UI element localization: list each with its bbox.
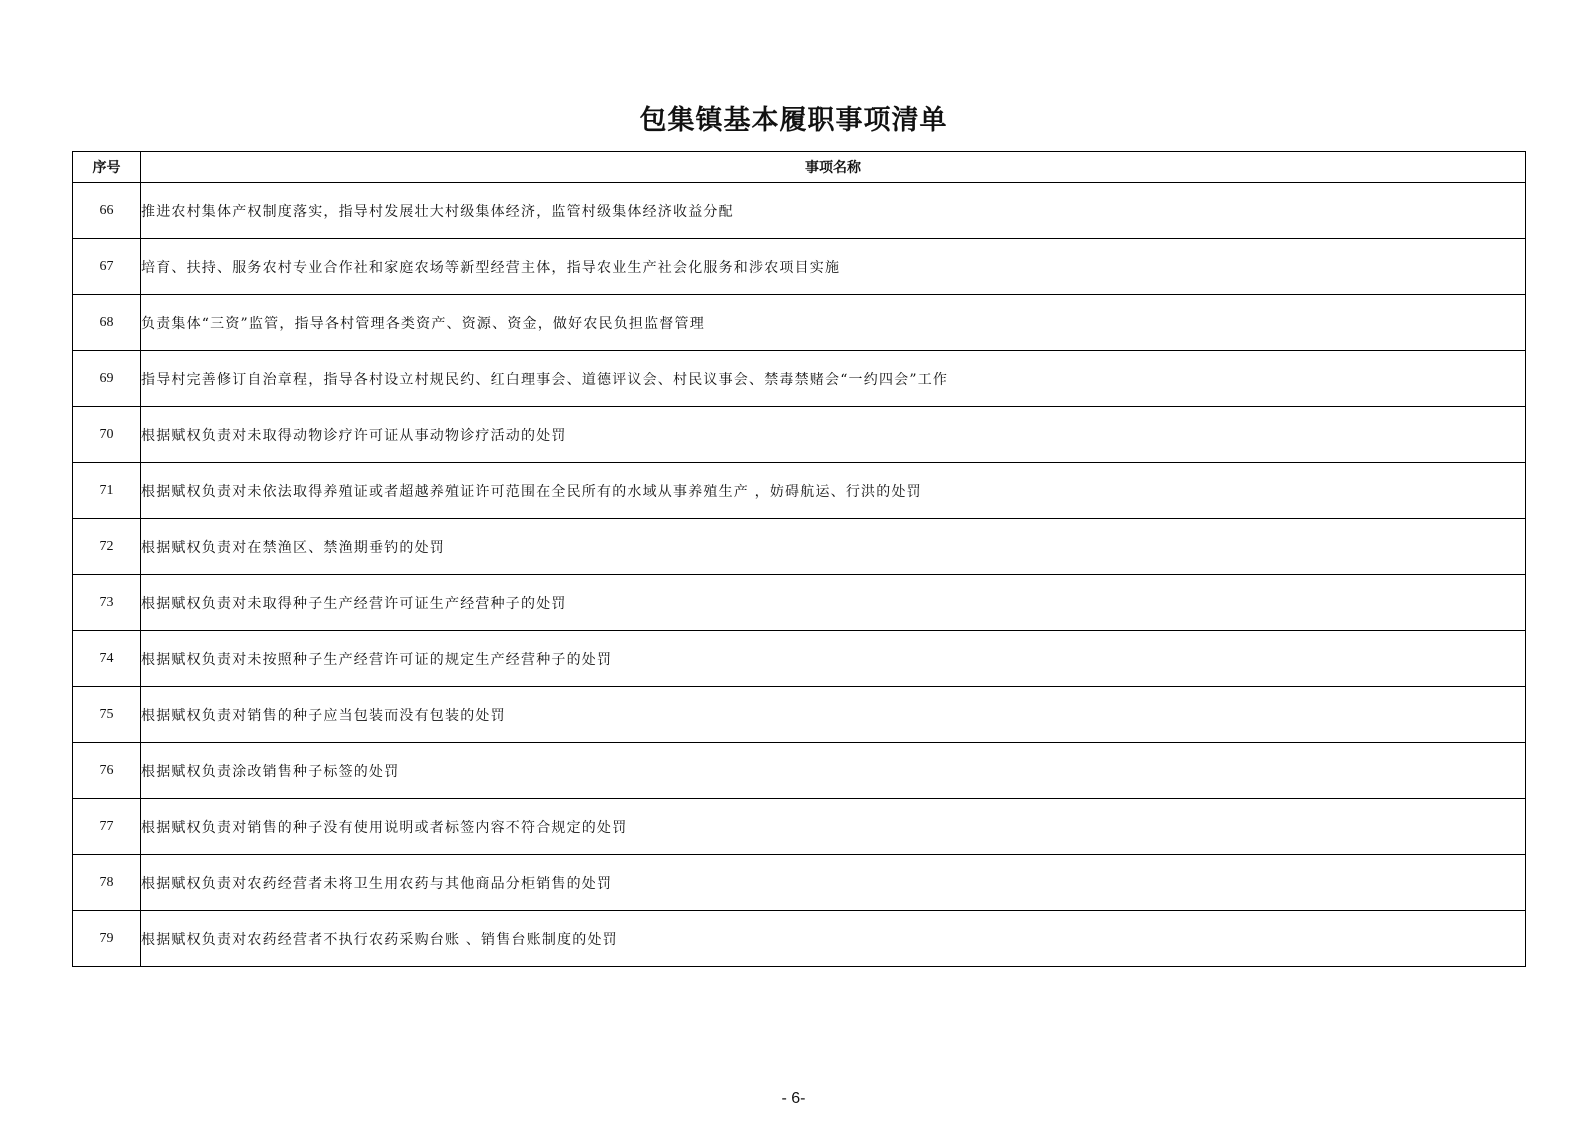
page-number: - 6- xyxy=(781,1090,806,1107)
row-number: 71 xyxy=(73,463,141,519)
row-number: 68 xyxy=(73,295,141,351)
table-row xyxy=(73,911,1526,967)
row-item-name: 根据赋权负责对销售的种子应当包装而没有包装的处罚 xyxy=(141,687,1526,743)
row-number: 76 xyxy=(73,743,141,799)
row-number: 79 xyxy=(73,911,141,967)
header-number: 序号 xyxy=(73,152,141,183)
row-number: 75 xyxy=(73,687,141,743)
table-row xyxy=(73,687,1526,743)
table-row xyxy=(73,463,1526,519)
row-number: 72 xyxy=(73,519,141,575)
row-item-name: 根据赋权负责涂改销售种子标签的处罚 xyxy=(141,743,1526,799)
table-row xyxy=(73,575,1526,631)
row-item-name: 根据赋权负责对未依法取得养殖证或者超越养殖证许可范围在全民所有的水域从事养殖生产 ，妨碍航运、行洪的处罚 xyxy=(141,463,1526,519)
row-item-name: 根据赋权负责对农药经营者不执行农药采购台账 、销售台账制度的处罚 xyxy=(141,911,1526,967)
row-item-name: 根据赋权负责对未取得种子生产经营许可证生产经营种子的处罚 xyxy=(141,575,1526,631)
table-row xyxy=(73,799,1526,855)
row-item-name: 负责集体“三资”监管，指导各村管理各类资产、资源、资金，做好农民负担监督管理 xyxy=(141,295,1526,351)
row-item-name: 根据赋权负责对在禁渔区、禁渔期垂钓的处罚 xyxy=(141,519,1526,575)
row-number: 69 xyxy=(73,351,141,407)
row-item-name: 根据赋权负责对农药经营者未将卫生用农药与其他商品分柜销售的处罚 xyxy=(141,855,1526,911)
table-row xyxy=(73,351,1526,407)
table-row xyxy=(73,295,1526,351)
row-item-name: 推进农村集体产权制度落实，指导村发展壮大村级集体经济，监管村级集体经济收益分配 xyxy=(141,183,1526,239)
table-row xyxy=(73,519,1526,575)
row-item-name: 培育、扶持、服务农村专业合作社和家庭农场等新型经营主体，指导农业生产社会化服务和涉农项目实施 xyxy=(141,239,1526,295)
row-number: 67 xyxy=(73,239,141,295)
row-number: 66 xyxy=(73,183,141,239)
row-number: 70 xyxy=(73,407,141,463)
table-row xyxy=(73,239,1526,295)
header-item-name: 事项名称 xyxy=(141,152,1526,183)
row-number: 78 xyxy=(73,855,141,911)
table-row xyxy=(73,855,1526,911)
row-item-name: 根据赋权负责对未按照种子生产经营许可证的规定生产经营种子的处罚 xyxy=(141,631,1526,687)
table-row xyxy=(73,183,1526,239)
duty-items-table xyxy=(72,151,1526,967)
row-number: 73 xyxy=(73,575,141,631)
table-row xyxy=(73,407,1526,463)
row-number: 74 xyxy=(73,631,141,687)
table-row xyxy=(73,743,1526,799)
row-number: 77 xyxy=(73,799,141,855)
table-row xyxy=(73,631,1526,687)
row-item-name: 根据赋权负责对未取得动物诊疗许可证从事动物诊疗活动的处罚 xyxy=(141,407,1526,463)
row-item-name: 根据赋权负责对销售的种子没有使用说明或者标签内容不符合规定的处罚 xyxy=(141,799,1526,855)
table-header-row xyxy=(73,152,1526,183)
row-item-name: 指导村完善修订自治章程，指导各村设立村规民约、红白理事会、道德评议会、村民议事会、禁毒禁赌会“一约四会”工作 xyxy=(141,351,1526,407)
page-title: 包集镇基本履职事项清单 xyxy=(639,105,948,136)
